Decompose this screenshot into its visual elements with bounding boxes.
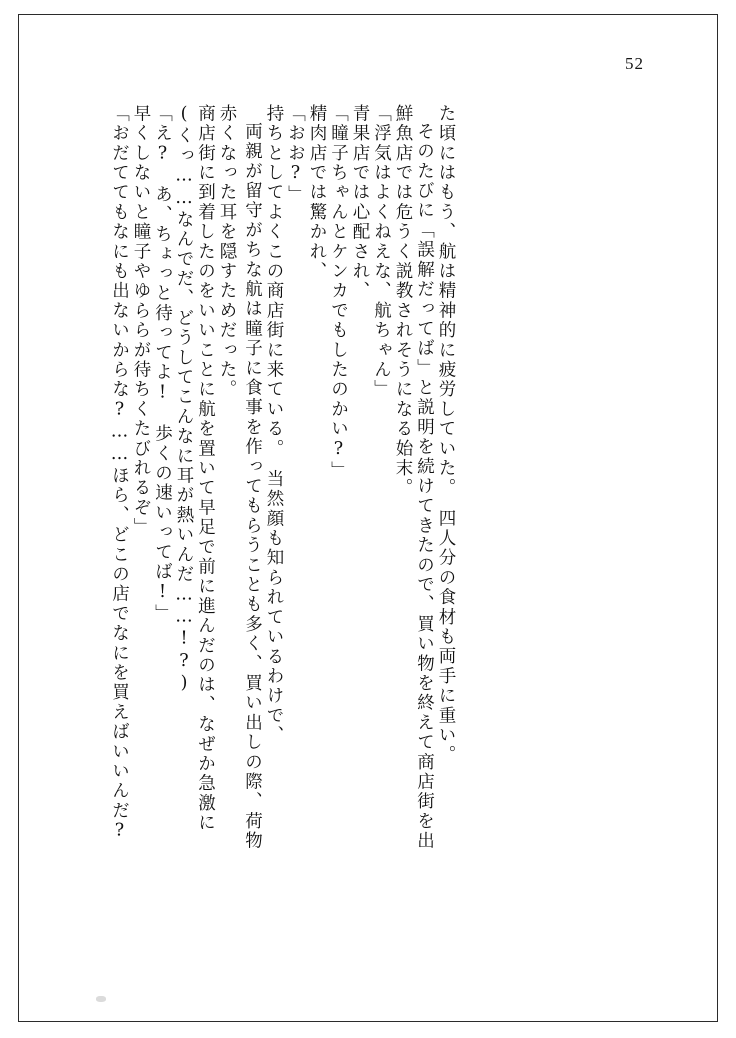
text-column: 精肉店では驚かれ、 bbox=[307, 104, 327, 282]
text-column: 「おお?」 bbox=[285, 104, 306, 205]
text-column: (くっ……なんでだ、どうしてこんなに耳が熱いんだ……!?) bbox=[174, 104, 194, 696]
text-column: 「え? あ、ちょっと待ってよ! 歩くの速いってば!」 bbox=[152, 104, 173, 624]
text-column: そのたびに「誤解だってば」と説明を続けてきたので、買い物を終えて商店街を出 bbox=[414, 122, 435, 851]
text-column: 持ちとしてよくこの商店街に来ている。 当然顔も知られているわけで、 bbox=[264, 104, 284, 746]
text-column: 両親が留守がちな航は瞳子に食事を作ってもらうことも多く、買い出しの際、荷物 bbox=[242, 122, 263, 851]
vertical-text-body bbox=[106, 104, 666, 934]
text-column: 「おだててもなにも出ないからな?……ほら、どこの店でなにを買えばいいんだ? bbox=[109, 104, 130, 843]
page-smudge bbox=[96, 996, 106, 1002]
page-number: 52 bbox=[625, 54, 644, 73]
text-column: 早くしないと瞳子やゆららが待ちくたびれるぞ」 bbox=[131, 104, 151, 538]
text-column: た頃にはもう、航は精神的に疲労していた。 四人分の食材も両手に重い。 bbox=[436, 104, 456, 766]
text-column: 赤くなった耳を隠すためだった。 bbox=[217, 104, 237, 400]
text-column: 「浮気はよくねえな、航ちゃん」 bbox=[371, 104, 392, 400]
text-column: 鮮魚店では危うく説教されそうになる始末。 bbox=[393, 104, 413, 498]
text-column: 「瞳子ちゃんとケンカでもしたのかい?」 bbox=[328, 104, 349, 481]
text-column: 商店街に到着したのをいいことに航を置いて早足で前に進んだのは、なぜか急激に bbox=[195, 104, 216, 833]
text-column: 青果店では心配され、 bbox=[350, 104, 370, 301]
